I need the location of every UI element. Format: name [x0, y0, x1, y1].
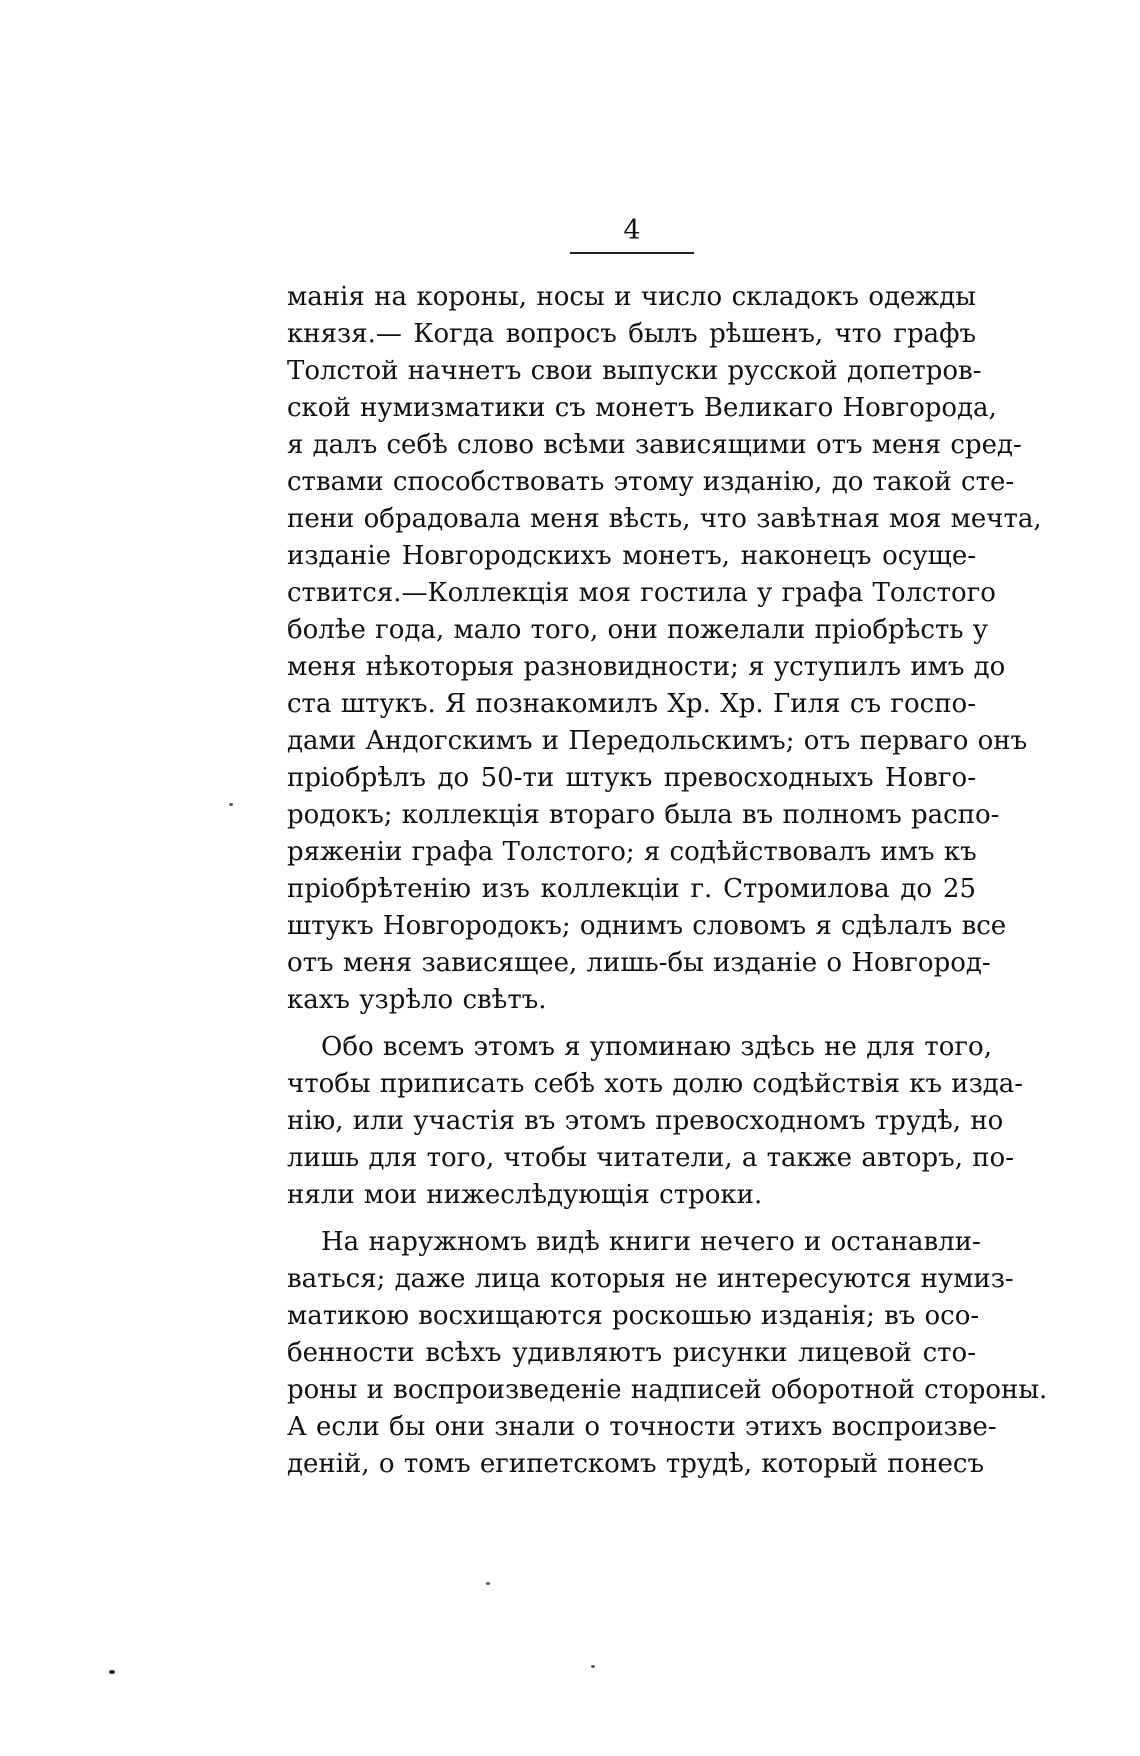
text-line: роны и воспроизведеніе надписей оборотной стороны.	[287, 1375, 1048, 1405]
text-line: отъ меня зависящее, лишь-бы изданіе о Новгород-	[287, 948, 991, 978]
paragraph-2	[287, 1029, 1024, 1214]
text-line: родокъ; коллекція втораго была въ полномъ распо-	[287, 800, 1000, 830]
scan-speck	[229, 803, 233, 806]
scan-speck	[109, 1670, 115, 1674]
header-rule	[570, 252, 694, 254]
text-line: ствится.—Коллекція моя гостила у графа Толстого	[287, 578, 996, 608]
text-line: пріобрѣтенію изъ коллекціи г. Стромилова до 25	[287, 874, 976, 904]
text-line: кахъ узрѣло свѣтъ.	[287, 985, 547, 1015]
text-line: пени обрадовала меня вѣсть, что завѣтная моя мечта,	[287, 504, 1042, 534]
body-text	[287, 279, 1048, 1483]
text-line: деній, о томъ египетскомъ трудѣ, который понесъ	[287, 1449, 985, 1479]
text-line: няли мои нижеслѣдующія строки.	[287, 1180, 763, 1210]
paragraph-1	[287, 279, 1042, 1019]
text-line: ствами способствовать этому изданію, до такой сте-	[287, 467, 1015, 497]
scan-speck	[486, 1582, 490, 1585]
text-line: ста штукъ. Я познакомилъ Хр. Хр. Гиля съ госпо-	[287, 689, 976, 719]
scan-speck	[591, 1665, 595, 1668]
text-line: изданіе Новгородскихъ монетъ, наконецъ осуще-	[287, 541, 976, 571]
text-line: дами Андогскимъ и Передольскимъ; отъ перваго онъ	[287, 726, 1028, 756]
text-line: ваться; даже лица которыя не интересуются нумиз-	[287, 1264, 1014, 1294]
text-line: князя.— Когда вопросъ былъ рѣшенъ, что графъ	[287, 319, 976, 349]
text-line: ской нумизматики съ монетъ Великаго Новгорода,	[287, 393, 997, 423]
text-line: манія на короны, носы и число складокъ одежды	[287, 282, 976, 312]
page-number: 4	[623, 215, 641, 246]
text-line: Обо всемъ этомъ я упоминаю здѣсь не для того,	[321, 1032, 992, 1062]
text-line: матикою восхищаются роскошью изданія; въ осо-	[287, 1301, 980, 1331]
text-line: На наружномъ видѣ книги нечего и останавли-	[321, 1227, 981, 1257]
text-line: нію, или участія въ этомъ превосходномъ трудѣ, но	[287, 1106, 1004, 1136]
text-line: ряженіи графа Толстого; я содѣйствовалъ имъ къ	[287, 837, 977, 867]
text-line: Толстой начнетъ свои выпуски русской допетров-	[287, 356, 982, 386]
text-line: я далъ себѣ слово всѣми зависящими отъ меня сред-	[287, 430, 1022, 460]
text-line: болѣе года, мало того, они пожелали пріобрѣсть у	[287, 615, 989, 645]
text-line: меня нѣкоторыя разновидности; я уступилъ имъ до	[287, 652, 1006, 682]
text-line: пріобрѣлъ до 50-ти штукъ превосходныхъ Новго-	[287, 763, 976, 793]
text-line: чтобы приписать себѣ хоть долю содѣйствія къ изда-	[287, 1069, 1024, 1099]
text-line: штукъ Новгородокъ; однимъ словомъ я сдѣлалъ все	[287, 911, 1007, 941]
text-line: лишь для того, чтобы читатели, а также авторъ, по-	[287, 1143, 1014, 1173]
text-line: бенности всѣхъ удивляютъ рисунки лицевой сто-	[287, 1338, 976, 1368]
paragraph-3	[287, 1224, 1048, 1483]
text-line: А если бы они знали о точности этихъ воспроизве-	[287, 1412, 997, 1442]
